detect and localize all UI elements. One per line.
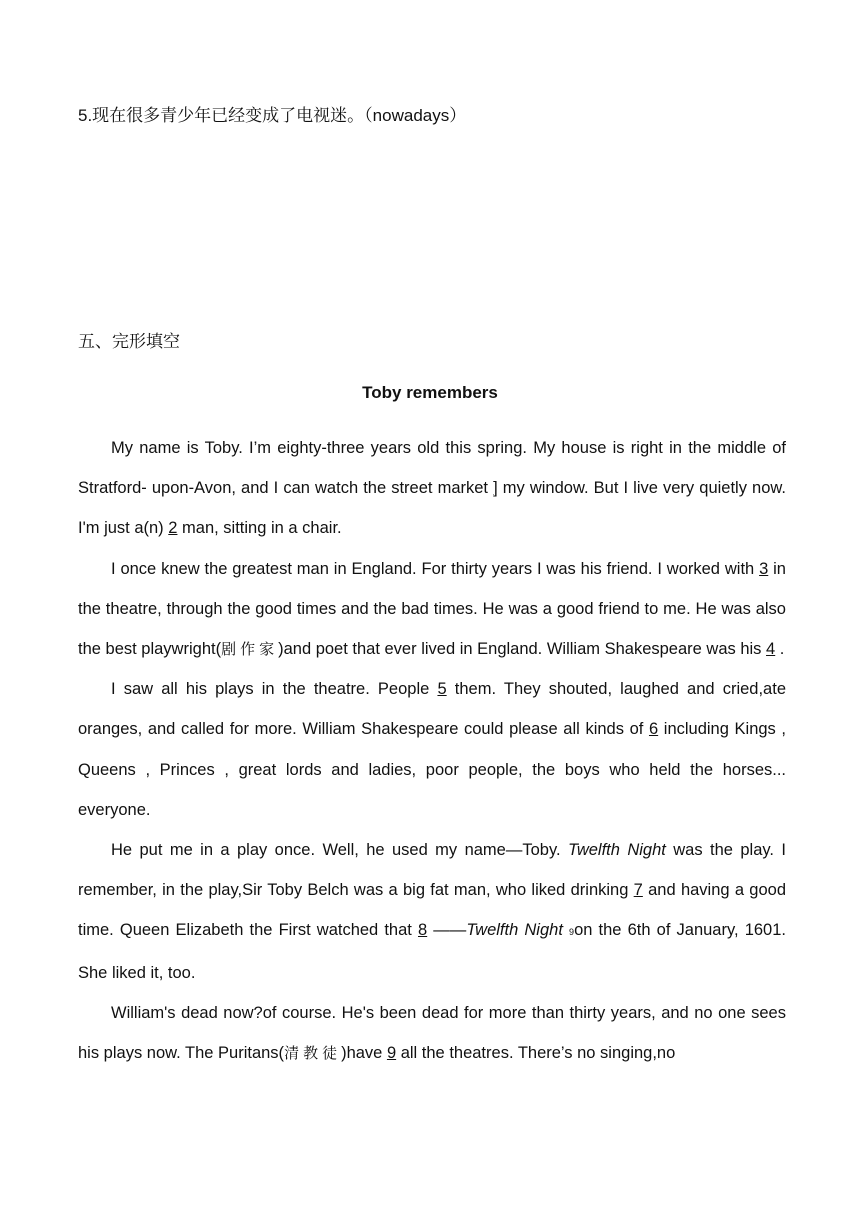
cloze-passage xyxy=(78,428,786,1073)
text: man, sitting in a chair. xyxy=(177,519,342,538)
blank-9: 9 xyxy=(386,1044,397,1063)
text: was the play. I remember, in the play,Sir Toby Belch was a big fat man, who liked drinking xyxy=(78,841,786,900)
text: )and poet that ever lived in England. William Shakespeare was his xyxy=(278,640,767,659)
paragraph-4 xyxy=(78,830,786,993)
blank-8: 8 xyxy=(418,921,428,940)
blank-6: 6 xyxy=(648,720,659,739)
text: my window. But I live very quietly now. I'm just a(n) xyxy=(78,479,786,538)
small-number: 9 xyxy=(569,927,575,938)
section-heading: 五、完形填空 xyxy=(78,332,180,352)
text: He put me in a play once. Well, he used my name—Toby. xyxy=(111,841,568,860)
blank-4: 4 xyxy=(766,640,776,659)
text: in the theatre, through the good times and the bad times. He was a good friend to me. He was also the best playwright( xyxy=(78,559,786,659)
text: on the 6th of January, 1601. She liked it, too. xyxy=(78,921,786,982)
blank-3: 3 xyxy=(759,559,769,578)
chinese-gloss: 剧作家 xyxy=(221,640,279,659)
blank-1: ] xyxy=(493,479,498,498)
text: I saw all his plays in the theatre. People xyxy=(111,680,438,699)
chinese-gloss: 清教徒 xyxy=(284,1044,342,1063)
passage-title: Toby remembers xyxy=(362,383,498,402)
text: I once knew the greatest man in England. For thirty years I was his friend. I worked with xyxy=(111,559,760,578)
play-title: Twelfth Night xyxy=(567,841,666,860)
text: )have xyxy=(341,1044,387,1063)
blank-7: 7 xyxy=(633,881,643,900)
text: . xyxy=(775,640,785,659)
question-5: 5.现在很多青少年已经变成了电视迷。（nowadays） xyxy=(78,106,467,125)
blank-5: 5 xyxy=(437,680,447,699)
text: and having a good time. Queen Elizabeth the First watched that xyxy=(78,881,786,940)
paragraph-3 xyxy=(78,669,786,830)
paragraph-2 xyxy=(78,549,786,670)
text: including Kings , Queens , Princes , great lords and ladies, poor people, the boys who held the horses... everyone. xyxy=(78,720,787,819)
text: them. They shouted, laughed and cried,ate oranges, and called for more. William Shakespeare could please all kinds of xyxy=(78,680,786,739)
text: —— xyxy=(427,921,467,940)
text: My name is Toby. I’m eighty-three years old this spring. My house is right in the middle of Stratford- upon-Avon, and I can watch the street market xyxy=(78,439,786,498)
paragraph-1 xyxy=(78,428,786,549)
paragraph-5 xyxy=(78,993,786,1073)
text: all the theatres. There’s no singing,no xyxy=(396,1044,676,1063)
blank-2: 2 xyxy=(168,519,178,538)
play-title: Twelfth Night xyxy=(466,921,563,940)
text: William's dead now?of course. He's been dead for more than thirty years, and no one sees his plays now. The Puritans( xyxy=(78,1003,786,1063)
